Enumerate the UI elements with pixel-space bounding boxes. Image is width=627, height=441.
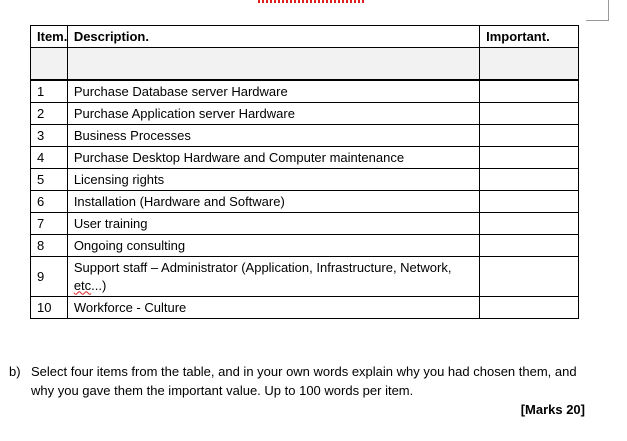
important-cell[interactable] [480,235,579,257]
header-important: Important. [480,26,579,48]
item-number: 6 [31,191,68,213]
table-header-row [31,26,579,48]
spellcheck-squiggle [258,0,364,3]
table-row [31,169,579,191]
important-cell[interactable] [480,125,579,147]
question-text: Select four items from the table, and in your own words explain why you had chosen them, and why you gave them the important value. Up to 100 words per item. [31,364,577,398]
table-row [31,235,579,257]
spellcheck-flagged-word: etc [73,277,92,293]
item-description: Installation (Hardware and Software) [67,191,479,213]
shaded-cell [480,48,579,80]
description-text: Support staff – Administrator (Application, Infrastructure, Network, [73,259,452,275]
description-text-tail: ...) [91,277,107,293]
item-number: 1 [31,81,68,103]
important-cell[interactable] [480,257,579,297]
table-row [31,257,579,297]
items-table [30,25,579,319]
table-row [31,103,579,125]
item-description: Purchase Desktop Hardware and Computer maintenance [67,147,479,169]
item-number: 9 [31,257,68,297]
item-description [67,257,479,297]
shaded-cell [31,48,68,80]
important-cell[interactable] [480,169,579,191]
shaded-cell [67,48,479,80]
table-row [31,213,579,235]
table-row [31,81,579,103]
important-cell[interactable] [480,213,579,235]
item-description: Licensing rights [67,169,479,191]
table-row [31,191,579,213]
item-description: Workforce - Culture [67,297,479,319]
item-description: Ongoing consulting [67,235,479,257]
important-cell[interactable] [480,147,579,169]
shaded-spacer-row [31,48,579,80]
item-number: 2 [31,103,68,125]
question-letter: b) [9,364,21,379]
page-corner-mark [586,0,609,21]
header-description: Description. [67,26,479,48]
header-item: Item. [31,26,68,48]
item-description: Purchase Application server Hardware [67,103,479,125]
important-cell[interactable] [480,103,579,125]
important-cell[interactable] [480,81,579,103]
item-number: 4 [31,147,68,169]
table-row [31,125,579,147]
cut-off-text-fragment [22,434,56,441]
item-number: 10 [31,297,68,319]
item-number: 7 [31,213,68,235]
item-number: 5 [31,169,68,191]
item-number: 3 [31,125,68,147]
important-cell[interactable] [480,297,579,319]
item-description: Business Processes [67,125,479,147]
item-description: User training [67,213,479,235]
important-cell[interactable] [480,191,579,213]
item-number: 8 [31,235,68,257]
table-row [31,147,579,169]
marks-label: [Marks 20] [520,402,585,417]
table-row [31,297,579,319]
item-description: Purchase Database server Hardware [67,81,479,103]
